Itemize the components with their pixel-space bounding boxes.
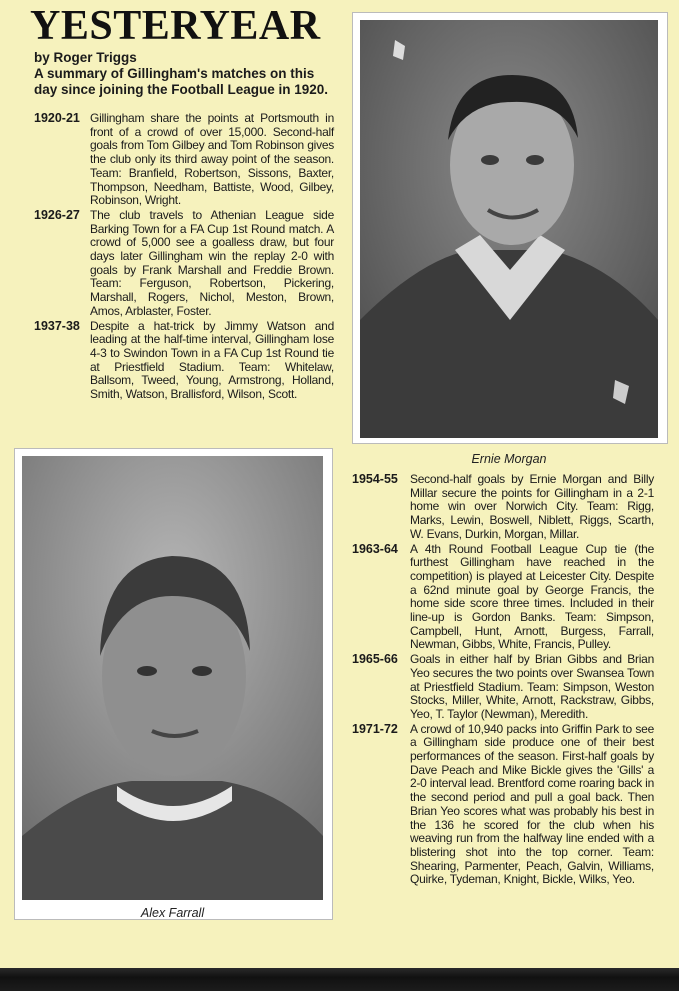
season-year: 1937-38	[34, 318, 80, 333]
player-portrait-image	[22, 456, 323, 900]
article-title: YESTERYEAR	[30, 3, 321, 49]
season-list-left	[34, 112, 334, 403]
page-edge-shadow	[0, 968, 679, 991]
byline: by Roger Triggs	[34, 50, 137, 65]
season-summary: The club travels to Athenian League side Barking Town for a FA Cup 1st Round match. A crowd of 5,000 see a goalless draw, but four days later Gillingham win the replay 2-0 with goals by Frank Marshall and Freddie Brown. Team: Ferguson, Robertson, Pickering, Marshall, Rogers, Nichol, Meston, Brown, Amos, Arblaster, Foster.	[90, 207, 334, 318]
season-entry	[34, 112, 334, 208]
season-year: 1963-64	[352, 541, 398, 556]
season-entry	[34, 209, 334, 319]
season-summary: A 4th Round Football League Cup tie (the furthest Gillingham have reached in the competition) is played at Leicester City. Despite a 62nd minute goal by George Francis, the home side score three times. Included in their line-up is Gordon Banks. Team: Simpson, Campbell, Hunt, Arnott, Burgess, Farrall, Newman, Gibbs, White, Francis, Pulley.	[410, 541, 654, 652]
intro-text: A summary of Gillingham's matches on this day since joining the Football League in 1920.	[34, 66, 329, 97]
season-entry	[352, 543, 654, 653]
season-summary: Despite a hat-trick by Jimmy Watson and leading at the half-time interval, Gillingham lose 4-3 to Swindon Town in a FA Cup 1st Round tie at Priestfield Stadium. Team: Whitelaw, Ballsom, Tweed, Young, Armstrong, Holland, Smith, Watson, Brallisford, Wilson, Scott.	[90, 318, 334, 402]
photo-caption-farrall: Alex Farrall	[140, 906, 205, 920]
season-summary: Gillingham share the points at Portsmouth in front of a crowd of over 15,000. Second-half goals from Tom Gilbey and Tom Robinson gives the club only its third away point of the season. Team: Branfield, Robertson, Sissons, Baxter, Thompson, Needham, Battiste, Wood, Gilbey, Robinson, Wright.	[90, 111, 334, 208]
season-year: 1954-55	[352, 472, 398, 486]
player-photo-farrall	[22, 456, 323, 900]
season-year: 1965-66	[352, 652, 398, 667]
season-entry	[352, 653, 654, 722]
season-entry	[352, 473, 654, 542]
season-list-right	[352, 473, 654, 888]
season-entry	[34, 320, 334, 402]
season-summary: Goals in either half by Brian Gibbs and Brian Yeo secures the two points over Swansea Town at Priestfield Stadium. Team: Simpson, Weston Stocks, Miller, White, Arnott, Rackstraw, Gibbs, Yeo, T. Taylor (Newman), Meredith.	[410, 652, 654, 721]
season-year: 1920-21	[34, 111, 80, 125]
season-summary: A crowd of 10,940 packs into Griffin Park to see a Gillingham side produce one of their best performances of the season. First-half goals by Dave Peach and Mike Bickle gives the 'Gills' a 2-0 interval lead. Brentford come roaring back in the second period and pull a goal back. Then Brian Yeo scores what was probably his best in the 136 he scored for the club when his weaving run from the halfway line ended with a blistering shot into the top corner. Team: Shearing, Parmenter, Peach, Galvin, Williams, Quirke, Tydeman, Knight, Bickle, Wilks, Yeo.	[410, 721, 654, 887]
season-entry	[352, 723, 654, 887]
photo-caption-morgan: Ernie Morgan	[471, 452, 547, 466]
season-year: 1971-72	[352, 721, 398, 736]
player-photo-morgan	[360, 20, 658, 438]
player-portrait-image	[360, 20, 658, 438]
season-year: 1926-27	[34, 207, 80, 222]
season-summary: Second-half goals by Ernie Morgan and Billy Millar secure the points for Gillingham in a 2-1 home win over Norwich City. Team: Rigg, Marks, Lewin, Boswell, Niblett, Riggs, Scarth, W. Evans, Durkin, Morgan, Millar.	[410, 472, 654, 541]
